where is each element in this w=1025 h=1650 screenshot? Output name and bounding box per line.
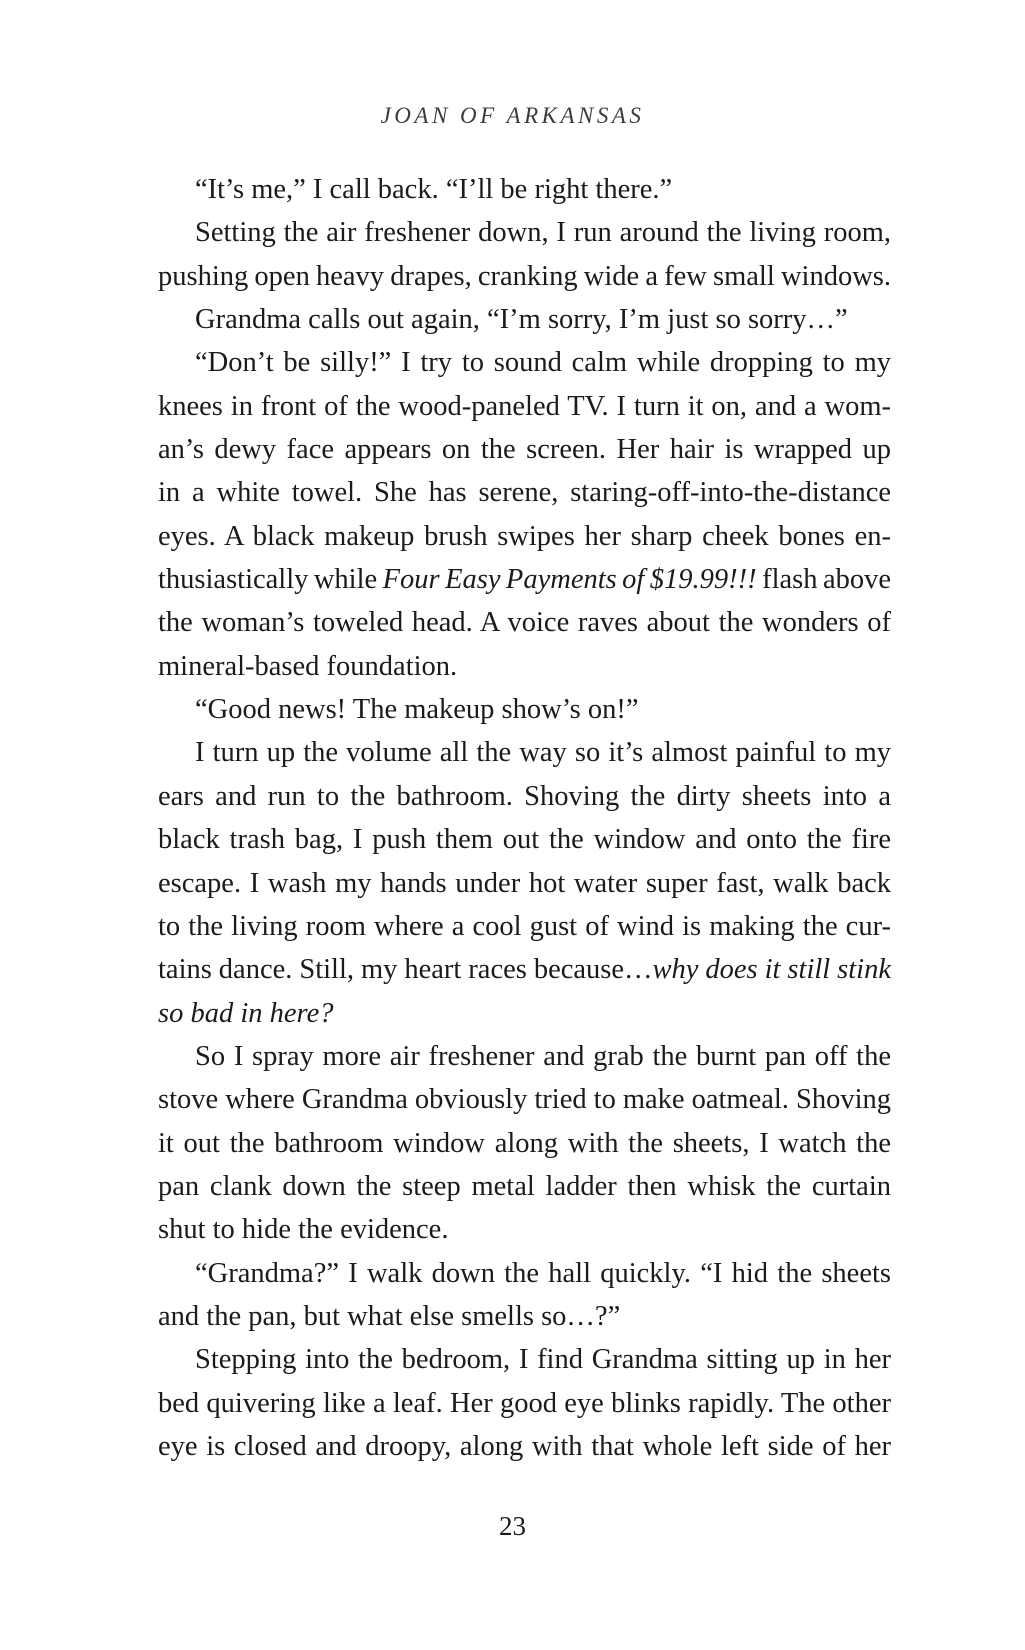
- plain-text: to the living room where a cool gust of wind is making the cur-: [158, 910, 891, 942]
- body-text: [158, 168, 891, 1468]
- plain-text: pan clank down the steep metal ladder then whisk the curtain: [158, 1170, 891, 1202]
- text-line: [158, 1425, 891, 1468]
- text-line-content: [158, 1165, 891, 1208]
- text-line: [158, 948, 891, 991]
- plain-text: flash above: [756, 564, 892, 596]
- plain-text: Setting the air freshener down, I run around the living room,: [195, 217, 891, 249]
- text-line: [158, 341, 891, 384]
- plain-text: shut to hide the evidence.: [158, 1214, 449, 1246]
- text-line-content: [158, 1122, 891, 1165]
- italic-text: Four Easy Payments of $19.99!!!: [382, 564, 757, 596]
- plain-text: and the pan, but what else smells so…?”: [158, 1300, 621, 1332]
- running-head-book-title: JOAN OF ARKANSAS: [380, 103, 645, 128]
- plain-text: “Grandma?” I walk down the hall quickly. “I hid the sheets: [195, 1257, 891, 1289]
- text-line-content: [158, 775, 891, 818]
- plain-text: “Don’t be silly!” I try to sound calm while dropping to my: [195, 347, 891, 379]
- plain-text: “It’s me,” I call back. “I’ll be right there.”: [195, 174, 673, 205]
- text-line: [158, 1078, 891, 1121]
- text-line: [158, 601, 891, 644]
- plain-text: Stepping into the bedroom, I find Grandma sitting up in her: [195, 1344, 891, 1376]
- plain-text: it out the bathroom window along with the sheets, I watch the: [158, 1127, 891, 1159]
- text-line: [158, 428, 891, 471]
- plain-text: I turn up the volume all the way so it’s almost painful to my: [195, 737, 891, 769]
- plain-text: in a white towel. She has serene, staring-off-into-the-distance: [158, 477, 891, 509]
- text-line: [158, 168, 891, 211]
- plain-text: Grandma calls out again, “I’m sorry, I’m just so sorry…”: [195, 304, 848, 336]
- text-line-content: [158, 1382, 891, 1425]
- plain-text: black trash bag, I push them out the window and onto the fire: [158, 824, 891, 856]
- text-line: [158, 385, 891, 428]
- plain-text: bed quivering like a leaf. Her good eye blinks rapidly. The other: [158, 1387, 891, 1419]
- text-line-content: [195, 1252, 891, 1295]
- plain-text: mineral-based foundation.: [158, 650, 458, 682]
- text-line-content: [195, 731, 891, 774]
- plain-text: eyes. A black makeup brush swipes her sharp cheek bones en-: [158, 520, 891, 552]
- text-line-content: [195, 298, 848, 341]
- text-line-content: [195, 688, 639, 731]
- plain-text: the woman’s toweled head. A voice raves about the wonders of: [158, 607, 891, 639]
- text-line: [158, 1338, 891, 1381]
- plain-text: So I spray more air freshener and grab the burnt pan off the: [195, 1040, 891, 1072]
- text-line: [158, 1208, 891, 1251]
- plain-text: thusiastically while: [158, 564, 383, 596]
- text-line-content: [195, 341, 891, 384]
- text-line: [158, 688, 891, 731]
- text-line: [158, 862, 891, 905]
- text-line-content: [195, 1035, 891, 1078]
- text-line: [158, 471, 891, 514]
- text-line-content: [158, 818, 891, 861]
- text-line: [158, 1035, 891, 1078]
- text-line-content: [158, 1425, 891, 1468]
- text-line: [158, 775, 891, 818]
- text-line: [158, 731, 891, 774]
- text-line-content: [158, 1295, 620, 1338]
- text-line: [158, 1382, 891, 1425]
- text-line-content: [158, 385, 891, 428]
- plain-text: stove where Grandma obviously tried to make oatmeal. Shoving: [158, 1084, 891, 1116]
- text-line: [158, 211, 891, 254]
- plain-text: tains dance. Still, my heart races because…: [158, 954, 653, 986]
- text-line-content: [158, 428, 891, 471]
- text-line-content: [158, 1078, 891, 1121]
- text-line: [158, 992, 891, 1035]
- text-line-content: [158, 862, 891, 905]
- text-line: [158, 255, 891, 298]
- text-line-content: [158, 601, 891, 644]
- plain-text: knees in front of the wood-paneled TV. I turn it on, and a wom-: [158, 390, 891, 422]
- plain-text: an’s dewy face appears on the screen. Her hair is wrapped up: [158, 434, 891, 466]
- text-line-content: [158, 1208, 448, 1251]
- text-line: [158, 558, 891, 601]
- text-line-content: [195, 168, 672, 211]
- text-line: [158, 298, 891, 341]
- text-line: [158, 1252, 891, 1295]
- text-line: [158, 645, 891, 688]
- text-line-content: [158, 255, 891, 298]
- plain-text: “Good news! The makeup show’s on!”: [195, 694, 639, 726]
- plain-text: pushing open heavy drapes, cranking wide a few small windows.: [158, 260, 891, 292]
- text-line-content: [158, 645, 457, 688]
- text-line-content: [158, 948, 891, 991]
- text-line-content: [158, 905, 891, 948]
- text-line: [158, 905, 891, 948]
- text-line: [158, 818, 891, 861]
- italic-text: why does it still stink: [652, 954, 891, 986]
- page-number: 23: [499, 1511, 526, 1541]
- text-line-content: [158, 471, 891, 514]
- text-line-content: [195, 1338, 891, 1381]
- text-line-content: [158, 515, 891, 558]
- plain-text: escape. I wash my hands under hot water super fast, walk back: [158, 867, 891, 899]
- plain-text: eye is closed and droopy, along with that whole left side of her: [158, 1430, 891, 1462]
- text-line: [158, 1165, 891, 1208]
- text-line-content: [158, 992, 333, 1035]
- plain-text: ears and run to the bathroom. Shoving the dirty sheets into a: [158, 780, 891, 812]
- text-line: [158, 515, 891, 558]
- italic-text: so bad in here?: [158, 997, 334, 1029]
- text-line: [158, 1122, 891, 1165]
- text-line-content: [195, 211, 891, 254]
- text-line-content: [158, 558, 891, 601]
- text-line: [158, 1295, 891, 1338]
